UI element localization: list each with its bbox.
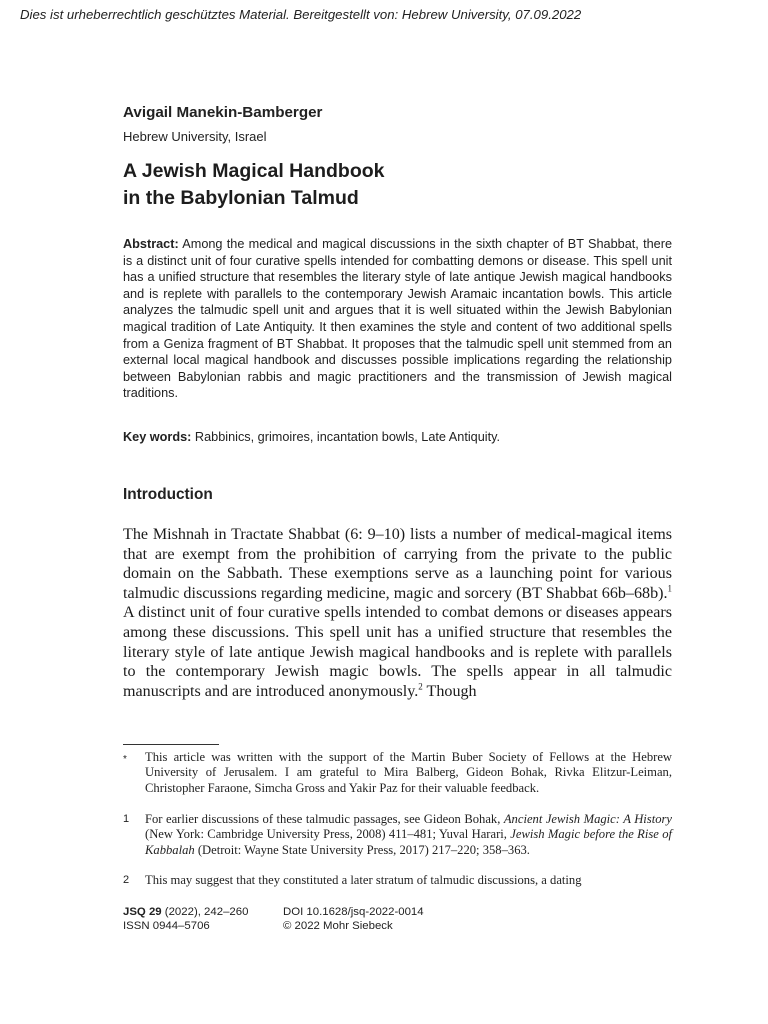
journal-issn: ISSN 0944–5706 [123,920,210,932]
title-line-2: in the Babylonian Talmud [123,187,359,209]
title-line-1: A Jewish Magical Handbook [123,160,385,182]
article-title [123,158,385,212]
keywords-label: Key words: [123,430,192,444]
footnote-mark-star: * [123,754,127,765]
journal-pages: (2022), 242–260 [161,906,249,918]
footnote-2 [123,873,672,888]
abstract [123,236,672,402]
body-text-part-2: A distinct unit of four curative spells intended to combat demons or diseases appears among these discussions. This spell unit has a unified structure that resembles the literary style of late antique Jewish magical handbooks and is replete with parallels to the contemporary Jewish magic bowls. The spells appear in all talmudic manuscripts and are introduced anonymously. [123,604,672,700]
footnote-1-part-c: (New York: Cambridge University Press, 2008) 411–481; Yuval Harari, [145,827,511,842]
body-text-part-1: The Mishnah in Tractate Shabbat (6: 9–10) lists a number of medical-magical items that are exempt from the prohibition of carrying from the private to the public domain on the Sabbath. These exemptions serve as a launching point for various talmudic discussions regarding medicine, magic and sorcery (BT Shabbat 66b–68b). [123,526,672,602]
footnote-ref-2[interactable]: 2 [418,681,423,692]
doi-link[interactable]: DOI 10.1628/jsq-2022-0014 [283,906,424,918]
author-name: Avigail Manekin-Bamberger [123,104,323,121]
footnote-mark-2: 2 [123,874,130,886]
body-paragraph [123,525,672,701]
keywords [123,429,672,446]
footnote-ref-1[interactable]: 1 [667,583,672,594]
keywords-text: Rabbinics, grimoires, incantation bowls, Late Antiquity. [194,430,501,444]
journal-volume: JSQ 29 [123,906,162,918]
copyright-notice: © 2022 Mohr Siebeck [283,920,393,932]
footnote-1-text [145,812,672,858]
footer-citation [123,905,248,933]
footnote-mark-1: 1 [123,813,130,825]
copyright-watermark: Dies ist urheberrechtlich geschütztes Material. Bereitgestellt von: Hebrew University, 07.09.2022 [20,7,582,22]
abstract-text: Among the medical and magical discussions in the sixth chapter of BT Shabbat, there is a distinct unit of four curative spells intended for combatting demons or disease. This spell unit has a unified structure that resembles the literary style of late antique Jewish magical handbooks and is replete with parallels to the contemporary Jewish Aramaic incantation bowls. This article analyzes the talmudic spell unit and argues that it is well situated within the Jewish Babylonian magical tradition of Late Antiquity. It then examines the style and content of two additional spells from a Geniza fragment of BT Shabbat. It proposes that the talmudic spell unit stemmed from an external local magical handbook and discusses possible implications regarding the relationship between Babylonian rabbis and magic practitioners and the transmission of Jewish magical traditions. [123,237,673,401]
footnote-2-text: This may suggest that they constituted a later stratum of talmudic discussions, a dating [145,873,582,887]
footnote-star-text: This article was written with the support of the Martin Buber Society of Fellows at the Hebrew University of Jerusalem. I am grateful to Mira Balberg, Gideon Bohak, Rivka Elitzur-Leiman, Christopher Faraone, Simcha Gross and Yakir Paz for their valuable feedback. [145,750,672,795]
footnote-divider [123,744,219,745]
footnote-1 [123,812,672,858]
footnote-1-book-title-1: Ancient Jewish Magic: A History [503,812,672,826]
body-text-part-3: Though [422,682,477,700]
footnote-1-part-a: For earlier discussions of these talmudic passages, see Gideon Bohak, [145,812,504,826]
footnote-1-part-e: (Detroit: Wayne State University Press, 2017) 217–220; 358–363. [194,842,530,857]
section-heading-introduction: Introduction [123,486,213,503]
footnote-acknowledgement [123,750,672,796]
footer-doi [283,905,424,933]
abstract-label: Abstract: [123,237,179,251]
footnote-1-book-title-2: Jewish Magic before the Rise of Kabbalah [145,827,672,857]
author-affiliation: Hebrew University, Israel [123,129,267,144]
